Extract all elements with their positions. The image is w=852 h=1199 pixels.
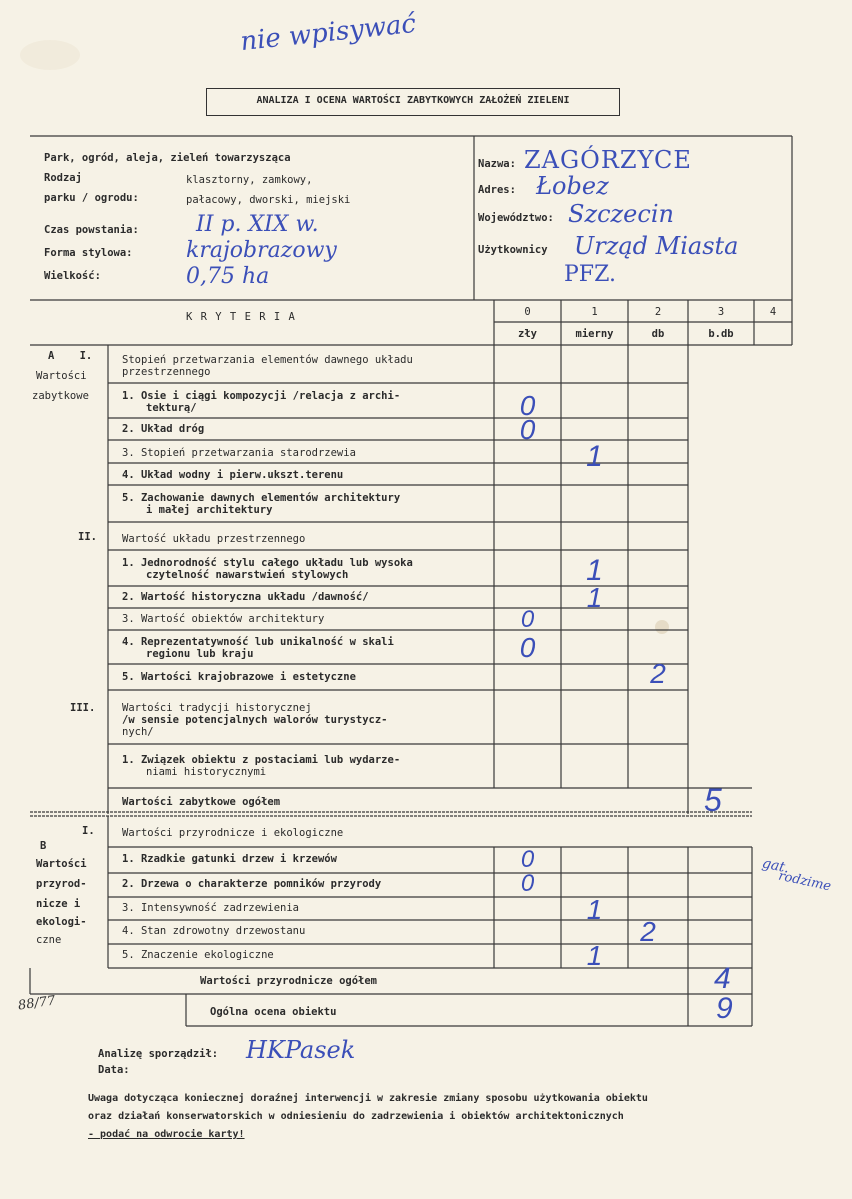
criterion-a2-1-cont: czytelność nawarstwień stylowych	[146, 569, 349, 581]
group1-title-1: Stopień przetwarzania elementów dawnego układu	[122, 354, 413, 366]
analiza-label: Analizę sporządził:	[98, 1048, 219, 1060]
score-label-mierny: mierny	[575, 328, 614, 340]
score-label-zly: zły	[518, 328, 537, 340]
group-b-title: Wartości przyrodnicze i ekologiczne	[122, 827, 344, 839]
criterion-a2-4: 4. Reprezentatywność lub unikalność w skali	[122, 636, 394, 648]
analiza-signature: HKPasek	[246, 1036, 356, 1064]
score-number-1: 1	[591, 306, 598, 318]
group3-title-2: /w sensie potencjalnych walorów turystycz-	[122, 714, 388, 726]
parku-label: parku / ogrodu:	[44, 192, 139, 204]
section-b-label-5: czne	[36, 934, 62, 946]
criterion-a1-5: 5. Zachowanie dawnych elementów architektury	[122, 492, 401, 504]
section-b-label-4: ekologi-	[36, 916, 87, 928]
score-a1-2: 0	[519, 414, 536, 445]
score-b-2: 0	[520, 870, 535, 897]
criterion-a3-1-cont: niami historycznymi	[146, 766, 267, 778]
criterion-a1-1: 1. Osie i ciągi kompozycji /relacja z archi-	[122, 390, 401, 402]
data-label: Data:	[98, 1064, 130, 1076]
score-label-bdb: b.db	[708, 328, 734, 340]
overall-value: 9	[716, 992, 733, 1025]
czas-label: Czas powstania:	[44, 224, 139, 236]
section-a-label-2: zabytkowe	[32, 390, 89, 402]
forma-label: Forma stylowa:	[44, 247, 133, 259]
czas-value: II p. XIX w.	[196, 212, 319, 237]
section-a-roman-2: II.	[78, 531, 97, 543]
criterion-a2-5: 5. Wartości krajobrazowe i estetyczne	[122, 671, 356, 683]
uzytkownicy-label: Użytkownicy	[478, 244, 548, 256]
score-number-2: 2	[654, 306, 662, 318]
group1-title-2: przestrzennego	[122, 366, 211, 378]
criterion-a2-4-cont: regionu lub kraju	[146, 648, 254, 660]
nazwa-value: ZAGÓRZYCE	[524, 146, 692, 174]
score-a2-4: 0	[519, 632, 536, 663]
object-type-text: Park, ogród, aleja, zieleń towarzysząca	[44, 152, 291, 164]
wielkosc-value: 0,75 ha	[186, 264, 270, 289]
criterion-b-2: 2. Drzewa o charakterze pomników przyrody	[122, 878, 382, 890]
handwritten-note-top: nie wpisywać	[238, 8, 418, 58]
section-a-roman-3: III.	[70, 702, 96, 714]
score-b-4: 2	[640, 916, 656, 947]
criterion-a1-3: 3. Stopień przetwarzania starodrzewia	[122, 447, 356, 459]
criterion-b-3: 3. Intensywność zadrzewienia	[122, 902, 300, 914]
score-a2-1: 1	[586, 554, 603, 587]
note-line-1: Uwaga dotycząca koniecznej doraźnej interwencji w zakresie zmiany sposobu użytkowania obiektu	[88, 1093, 648, 1104]
section-b-label-2: przyrod-	[36, 878, 87, 890]
criterion-a1-2: 2. Układ dróg	[122, 423, 205, 435]
forma-value: krajobrazowy	[186, 238, 337, 263]
criterion-a2-3: 3. Wartość obiektów architektury	[122, 613, 325, 625]
note-line-2: oraz działań konserwatorskich w odniesieniu do zadrzewienia i obiektów architektonicznych	[88, 1111, 624, 1122]
group3-title-1: Wartości tradycji historycznej	[122, 702, 312, 714]
total-a-label: Wartości zabytkowe ogółem	[122, 796, 281, 808]
total-b-label: Wartości przyrodnicze ogółem	[200, 975, 378, 987]
object-type-line	[44, 152, 291, 164]
total-b-value: 4	[714, 962, 731, 995]
criterion-a2-2: 2. Wartość historyczna układu /dawność/	[122, 591, 369, 603]
margin-note: 88/77	[17, 993, 57, 1014]
score-a1-3: 1	[586, 440, 603, 473]
side-note-1: gat.	[760, 855, 791, 877]
note-line-3: - podać na odwrocie karty!	[88, 1129, 245, 1140]
section-b-letter: B	[40, 840, 47, 852]
score-number-0: 0	[524, 306, 531, 318]
score-b-5: 1	[586, 940, 603, 971]
criterion-a1-1-cont: tekturą/	[146, 402, 197, 414]
score-a2-3: 0	[520, 606, 535, 633]
group3-title-3: nych/	[122, 726, 154, 738]
section-a-label-1: Wartości	[36, 370, 87, 382]
rodzaj-options-2: pałacowy, dworski, miejski	[186, 194, 351, 206]
score-a2-2: 1	[586, 582, 603, 613]
section-b-roman: I.	[82, 825, 95, 837]
wielkosc-label: Wielkość:	[44, 270, 101, 282]
uzytkownicy-value-1: Urząd Miasta	[574, 232, 739, 260]
score-b-1: 0	[520, 846, 535, 873]
overall-label: Ogólna ocena obiektu	[210, 1006, 337, 1018]
criterion-b-5: 5. Znaczenie ekologiczne	[122, 949, 274, 961]
adres-label: Adres:	[478, 184, 516, 196]
criterion-b-4: 4. Stan zdrowotny drzewostanu	[122, 925, 306, 937]
rodzaj-options-1: klasztorny, zamkowy,	[186, 174, 313, 186]
side-note-2: rodzime	[777, 868, 833, 895]
score-label-db: db	[651, 328, 665, 340]
criterion-a1-4: 4. Układ wodny i pierw.ukszt.terenu	[122, 469, 344, 481]
criteria-header: K R Y T E R I A	[186, 311, 296, 323]
wojewodztwo-label: Województwo:	[478, 212, 554, 224]
section-a-roman: A I.	[48, 350, 93, 362]
total-a-value: 5	[704, 782, 722, 818]
score-number-4: 4	[769, 306, 777, 318]
wojewodztwo-value: Szczecin	[568, 200, 674, 228]
score-a1-1: 0	[519, 390, 536, 421]
score-number-3: 3	[717, 306, 725, 318]
section-b-label-3: nicze i	[36, 898, 81, 910]
nazwa-label: Nazwa:	[478, 158, 516, 170]
criterion-b-1: 1. Rzadkie gatunki drzew i krzewów	[122, 853, 337, 865]
section-b-label-1: Wartości	[36, 858, 87, 870]
criterion-a2-1: 1. Jednorodność stylu całego układu lub wysoka	[122, 557, 413, 569]
group2-title: Wartość układu przestrzennego	[122, 533, 306, 545]
score-a2-5: 2	[650, 658, 666, 689]
uzytkownicy-value-2: PFZ.	[564, 262, 616, 287]
adres-value: Łobez	[536, 172, 609, 200]
rodzaj-label: Rodzaj	[44, 172, 82, 184]
score-b-3: 1	[586, 894, 603, 925]
form-title: ANALIZA I OCENA WARTOŚCI ZABYTKOWYCH ZAŁOŻEŃ ZIELENI	[256, 95, 570, 106]
criterion-a1-5-cont: i małej architektury	[146, 504, 273, 516]
criterion-a3-1: 1. Związek obiektu z postaciami lub wydarze-	[122, 754, 401, 766]
